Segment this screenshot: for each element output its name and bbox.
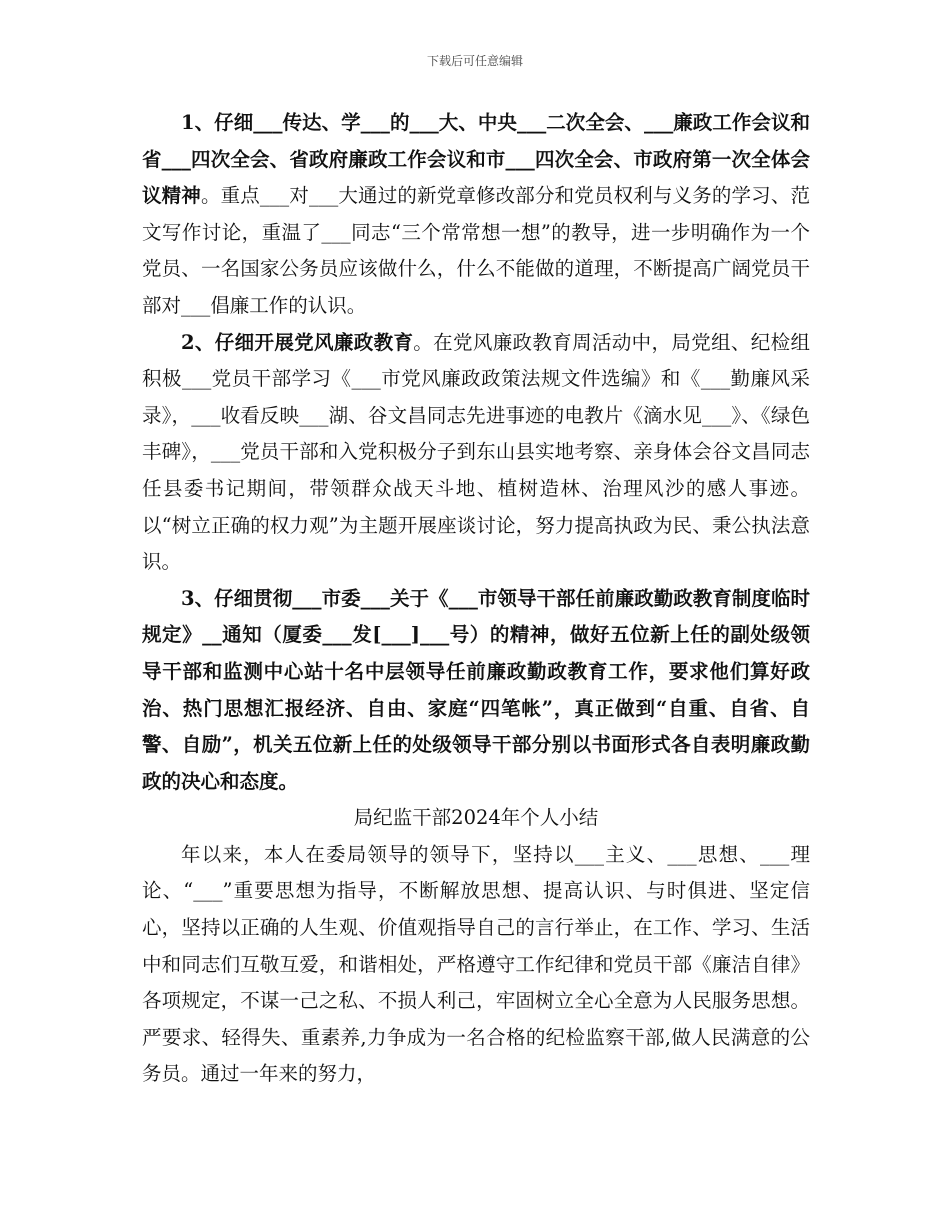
paragraph-2 — [142, 325, 810, 581]
paragraph-1-text: 。重点___对___大通过的新党章修改部分和党员权利与义务的学习、范文写作讨论，重温了___同志“三个常常想一想”的教导，进一步明确作为一个党员、一名国家公务员应该做什么，什么不能做的道理，不断提高广阔党员干部对___倡廉工作的认识。 — [142, 184, 810, 317]
document-body — [142, 105, 810, 1093]
paragraph-2-lead: 2、仔细开展党风廉政教育 — [181, 330, 414, 354]
paragraph-1 — [142, 105, 810, 325]
closing-paragraph: 年以来，本人在委局领导的领导下，坚持以___主义、___思想、___理论、“___”重要思想为指导，不断解放思想、提高认识、与时俱进、坚定信心，坚持以正确的人生观、价值观指导自己的言行举止，在工作、学习、生活中和同志们互敬互爱，和谐相处，严格遵守工作纪律和党员干部《廉洁自律》各项规定，不谋一己之私、不损人利己，牢固树立全心全意为人民服务思想。严要求、轻得失、重素养,力争成为一名合格的纪检监察干部,做人民满意的公务员。通过一年来的努力， — [142, 842, 810, 1086]
section-title: 局纪监干部2024年个人小结 — [353, 806, 599, 830]
page-header: 下载后可任意编辑 — [426, 54, 523, 68]
paragraph-1-lead: 1、仔细___传达、学___的___大、中央___二次全会、___廉政工作会议和省___四次全会、省政府廉政工作会议和市___四次全会、市政府第一次全体会议精神 — [142, 111, 810, 208]
paragraph-3-lead: 3、仔细贯彻___市委___关于《___市领导干部任前廉政勤政教育制度临时规定》__通知（厦委___发[___]___号）的精神，做好五位新上任的副处级领导干部和监测中心站十名中层领导任前廉政勤政教育工作，要求他们算好政治、热门思想汇报经济、自由、家庭“四笔帐”，真正做到“自重、自省、自警、自励”，机关五位新上任的处级领导干部分别以书面形式各自表明廉政勤政的决心和态度。 — [142, 586, 810, 793]
paragraph-3 — [142, 581, 810, 801]
paragraph-2-text: 。在党风廉政教育周活动中，局党组、纪检组积极___党员干部学习《___市党风廉政政策法规文件选编》和《___勤廉风采录》，___收看反映___湖、谷文昌同志先进事迹的电教片《滴水见___》、《绿色丰碑》，___党员干部和入党积极分子到东山县实地考察、亲身体会谷文昌同志任县委书记期间，带领群众战天斗地、植树造林、治理风沙的感人事迹。以“树立正确的权力观”为主题开展座谈讨论，努力提高执政为民、秉公执法意识。 — [142, 330, 810, 574]
